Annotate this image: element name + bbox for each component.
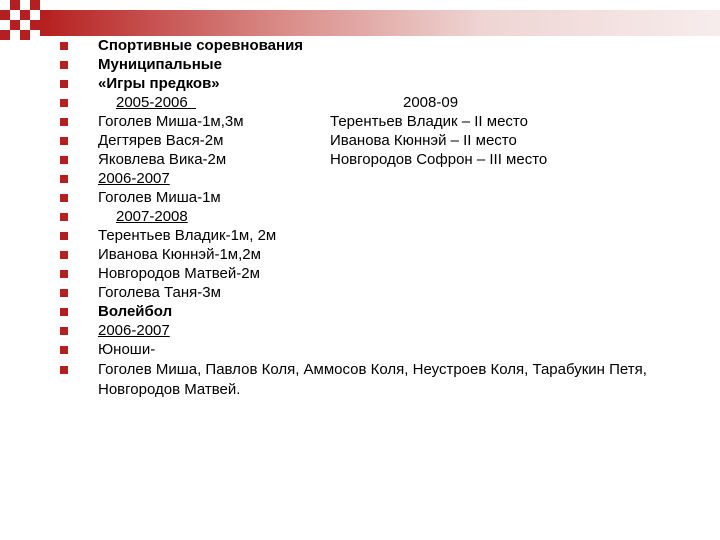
bullet-icon xyxy=(60,194,68,202)
list-item: 2005-2006 2008-09 xyxy=(60,93,710,112)
list-item: Муниципальные xyxy=(60,55,710,74)
bullet-icon xyxy=(60,270,68,278)
list-item: Терентьев Владик-1м, 2м xyxy=(60,226,710,245)
bullet-icon xyxy=(60,213,68,221)
bullet-icon xyxy=(60,366,68,374)
list-item: 2006-2007 xyxy=(60,169,710,188)
bullet-icon xyxy=(60,80,68,88)
list-item: Яковлева Вика-2м Новгородов Софрон – III место xyxy=(60,150,710,169)
list-item: Новгородов Матвей-2м xyxy=(60,264,710,283)
list-item: 2007-2008 xyxy=(60,207,710,226)
list-item: Дегтярев Вася-2м Иванова Кюннэй – II место xyxy=(60,131,710,150)
bullet-icon xyxy=(60,137,68,145)
list-item: 2006-2007 xyxy=(60,321,710,340)
bullet-icon xyxy=(60,99,68,107)
bullet-icon xyxy=(60,118,68,126)
list-item: Юноши- xyxy=(60,340,710,359)
list-item: Гоголева Таня-3м xyxy=(60,283,710,302)
list-item: Гоголев Миша-1м xyxy=(60,188,710,207)
list-item: «Игры предков» xyxy=(60,74,710,93)
bullet-icon xyxy=(60,232,68,240)
list-item: Гоголев Миша-1м,3м Терентьев Владик – II место xyxy=(60,112,710,131)
list-item: Спортивные соревнования xyxy=(60,36,710,55)
bullet-icon xyxy=(60,61,68,69)
bullet-icon xyxy=(60,156,68,164)
bullet-icon xyxy=(60,42,68,50)
list-item: Гоголев Миша, Павлов Коля, Аммосов Коля, Неустроев Коля, Тарабукин Петя, Новгородов Матвей. xyxy=(60,360,630,400)
bullet-icon xyxy=(60,289,68,297)
bullet-icon xyxy=(60,346,68,354)
bullet-icon xyxy=(60,327,68,335)
bullet-icon xyxy=(60,308,68,316)
bullet-icon xyxy=(60,251,68,259)
bullet-icon xyxy=(60,175,68,183)
list-item: Иванова Кюннэй-1м,2м xyxy=(60,245,710,264)
list-item: Волейбол xyxy=(60,302,710,321)
